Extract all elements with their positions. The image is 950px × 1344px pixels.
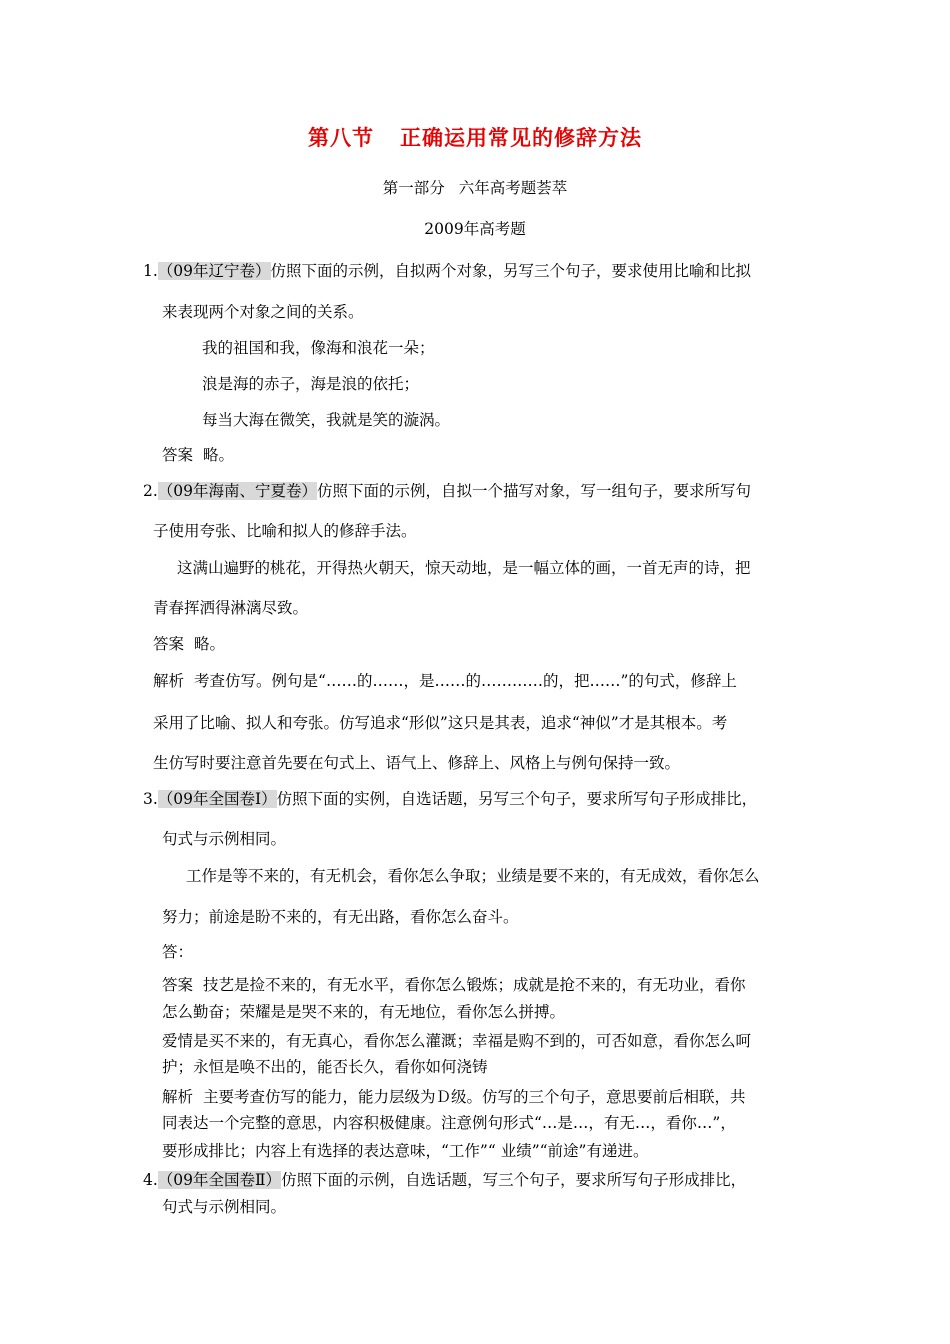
q4-source-tag: （09年全国卷Ⅱ）	[157, 1171, 282, 1189]
q2-analysis-label: 解析	[153, 672, 185, 690]
q1-answer-text: 略。	[203, 446, 235, 464]
q3-answer3: 爱情是买不来的，有无真心，看你怎么灌溉；幸福是购不到的，可否如意，看你怎么呵	[162, 1032, 752, 1050]
q2-answer-label: 答案	[153, 635, 185, 653]
title-part2: 正确运用常见的修辞方法	[400, 125, 642, 150]
q3-answer1	[162, 973, 746, 995]
q2-answer-text: 略。	[194, 635, 226, 653]
section-title	[0, 122, 950, 152]
q2-analysis-text1: 考查仿写。例句是“……的……，是……的…………的，把……”的句式，修辞上	[194, 672, 737, 690]
title-part1: 第八节	[308, 125, 374, 150]
q3-analysis-label: 解析	[162, 1088, 194, 1106]
part-heading	[0, 176, 950, 198]
part-heading-part2: 六年高考题荟萃	[458, 179, 568, 197]
q4-number: 4.	[143, 1171, 158, 1189]
q1-answer	[162, 443, 234, 465]
q3-analysis-text1: 主要考查仿写的能力，能力层级为Ｄ级。仿写的三个句子，意思要前后相联，共	[203, 1088, 746, 1106]
q1-source-tag: （09年辽宁卷）	[157, 262, 271, 280]
q3-answer-text1: 技艺是捡不来的，有无水平，看你怎么锻炼；成就是抢不来的，有无功业，看你	[203, 976, 746, 994]
q3-text1: 仿照下面的实例，自选话题，另写三个句子，要求所写句子形成排比，	[276, 790, 758, 808]
q4-line1	[143, 1168, 746, 1190]
q3-line1	[143, 787, 757, 809]
q3-example1: 工作是等不来的，有无机会，看你怎么争取；业绩是要不来的，有无成效，看你怎么	[186, 867, 760, 885]
part-heading-part1: 第一部分	[382, 179, 445, 197]
q3-answer2: 怎么勤奋；荣耀是是哭不来的，有无地位，看你怎么拼搏。	[162, 1003, 566, 1021]
q1-line2: 来表现两个对象之间的关系。	[162, 303, 364, 321]
q2-analysis1	[153, 669, 737, 691]
q3-source-tag: （09年全国卷Ⅰ）	[157, 790, 277, 808]
q1-example2: 浪是海的赤子，海是浪的依托；	[202, 375, 420, 393]
q1-number: 1.	[143, 262, 158, 280]
q1-example1: 我的祖国和我，像海和浪花一朵；	[202, 339, 435, 357]
q2-text1: 仿照下面的示例，自拟一个描写对象，写一组句子，要求所写句	[317, 482, 752, 500]
q2-line1	[143, 479, 751, 501]
q3-number: 3.	[143, 790, 158, 808]
q1-text1: 仿照下面的示例，自拟两个对象，另写三个句子，要求使用比喻和比拟	[270, 262, 752, 280]
q2-example1: 这满山遍野的桃花，开得热火朝天，惊天动地，是一幅立体的画，一首无声的诗，把	[177, 559, 751, 577]
q1-example3: 每当大海在微笑，我就是笑的漩涡。	[202, 411, 451, 429]
q3-answer-prompt: 答：	[162, 943, 194, 961]
q2-example2: 青春挥洒得淋漓尽致。	[153, 599, 309, 617]
q2-source-tag: （09年海南、宁夏卷）	[157, 482, 318, 500]
q3-analysis2: 同表达一个完整的意思，内容积极健康。注意例句形式“…是…，有无…，看你…”，	[162, 1114, 736, 1132]
q2-answer	[153, 632, 225, 654]
q3-answer-label: 答案	[162, 976, 194, 994]
q2-line2: 子使用夸张、比喻和拟人的修辞手法。	[153, 522, 417, 540]
q2-number: 2.	[143, 482, 158, 500]
q3-answer4: 护；永恒是唤不出的，能否长久，看你如何浇铸	[162, 1058, 488, 1076]
q4-text1: 仿照下面的示例，自选话题，写三个句子，要求所写句子形成排比，	[281, 1171, 747, 1189]
q3-example2: 努力；前途是盼不来的，有无出路，看你怎么奋斗。	[162, 908, 519, 926]
q3-analysis3: 要形成排比；内容上有选择的表达意味，“工作”“ 业绩”“前途”有递进。	[162, 1142, 649, 1160]
q4-line2: 句式与示例相同。	[162, 1198, 287, 1216]
year-heading: 2009年高考题	[424, 220, 526, 238]
q1-answer-label: 答案	[162, 446, 194, 464]
q2-analysis2: 采用了比喻、拟人和夸张。仿写追求“形似”这只是其表，追求“神似”才是其根本。考	[153, 714, 728, 732]
q2-analysis3: 生仿写时要注意首先要在句式上、语气上、修辞上、风格上与例句保持一致。	[153, 754, 681, 772]
q3-line2: 句式与示例相同。	[162, 830, 287, 848]
q3-analysis1	[162, 1085, 746, 1107]
q1-line1	[143, 259, 751, 281]
